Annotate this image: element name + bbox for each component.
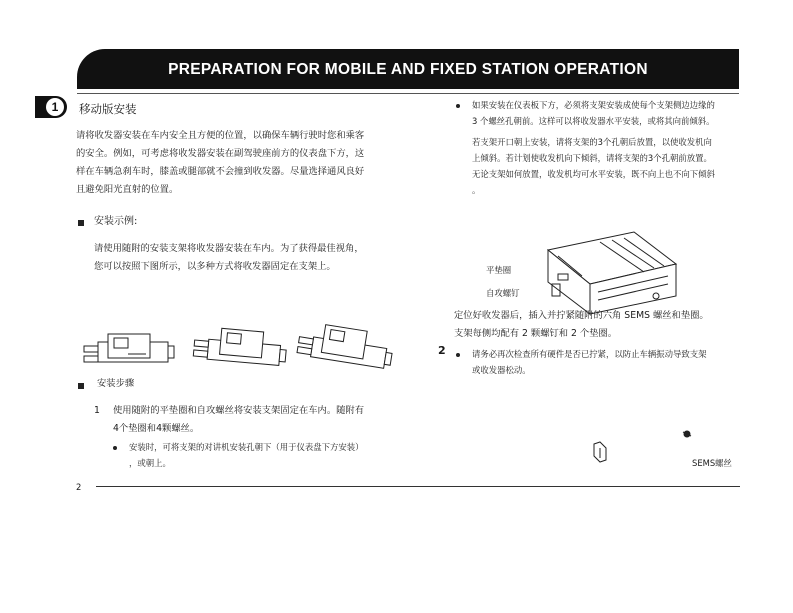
square-bullet-icon [78,383,84,389]
right-para-2-line: 上倾斜。若计划使收发机向下倾斜，请将支架的3个孔朝前放置。 [472,153,712,163]
step-2-line: 请务必再次检查所有硬件是否已拧紧，以防止车辆振动导致支架 [472,349,707,359]
step-2-line: 或收发器松动。 [472,365,531,375]
example-line: 您可以按照下图所示，以多种方式将收发器固定在支架上。 [94,261,336,272]
right-para-3-line: 支架每侧均配有 2 颗螺钉和 2 个垫圈。 [454,328,618,339]
step-1-line: 4个垫圈和4颗螺丝。 [113,423,200,434]
right-bullet-1-line: 3 个螺丝孔朝前。这样可以将收发器水平安装，或将其向前倾斜。 [472,116,715,126]
transceiver-mount-drawing-1 [84,334,174,362]
mounting-orientations-illustration [80,320,400,380]
step-2-number: 2 [438,344,446,357]
intro-line: 样在车辆急刹车时，膝盖或腿部就不会撞到收发器。尽量选择通风良好 [76,166,365,177]
step-1-number: 1 [94,405,100,416]
example-line: 请使用随附的安装支架将收发器安装在车内。为了获得最佳视角， [94,243,364,254]
right-para-2-line: 。 [472,185,481,195]
header-rule [77,93,739,94]
page-number: 2 [76,482,82,492]
step-2-paragraph [472,346,707,378]
round-bullet-icon [456,353,460,357]
step-1-bullet [129,439,364,471]
intro-line: 请将收发器安装在车内安全且方便的位置，以确保车辆行驶时您和乘客 [76,130,365,141]
intro-line: 的安全。例如，可考虑将收发器安装在副驾驶座前方的仪表盘下方，这 [76,148,365,159]
right-para-3-line: 定位好收发器后，插入并拧紧随附的六角 SEMS 螺丝和垫圈。 [454,310,709,321]
footer-rule [96,486,740,487]
right-paragraph-2 [472,134,715,198]
right-bullet-1-line: 如果安装在仪表板下方，必须将支架安装成使每个支架侧边边缘的 [472,100,715,110]
steps-heading: 安装步骤 [97,378,135,389]
page-header-title: PREPARATION FOR MOBILE AND FIXED STATION OPERATION [168,61,648,78]
transceiver-mount-drawing-2 [193,326,287,366]
round-bullet-icon [113,446,117,450]
step-1-line: 使用随附的平垫圈和自攻螺丝将安装支架固定在车内。随附有 [113,405,365,416]
label-self-tapping-screw: 自攻螺钉 [486,288,520,298]
section-number: 1 [46,98,64,116]
right-bullet-1 [472,97,715,129]
step-1-bullet-line: ，或朝上。 [129,458,171,468]
right-para-2-line: 若支架开口朝上安装，请将支架的3个孔朝后放置，以使收发机向 [472,137,712,147]
intro-line: 且避免阳光直射的位置。 [76,184,179,195]
square-bullet-icon [78,220,84,226]
step-1-bullet-line: 安装时，可将支架的对讲机安装孔朝下（用于仪表盘下方安装） [129,442,364,452]
section-number-badge [35,96,67,118]
sems-screw-illustration [590,426,700,466]
intro-paragraph [76,127,364,199]
transceiver-mount-drawing-3 [297,321,395,369]
example-paragraph [94,240,364,276]
label-sems-screw: SEMS螺丝 [692,458,732,468]
section-title: 移动版安装 [79,102,137,116]
right-para-2-line: 无论支架如何放置，收发机均可水平安装，既不向上也不向下倾斜 [472,169,715,179]
example-heading: 安装示例: [94,216,138,227]
right-paragraph-3 [454,307,709,343]
round-bullet-icon [456,104,460,108]
label-flat-washer: 平垫圈 [486,265,512,275]
page-header-banner [77,49,739,89]
step-1-paragraph [113,402,364,438]
